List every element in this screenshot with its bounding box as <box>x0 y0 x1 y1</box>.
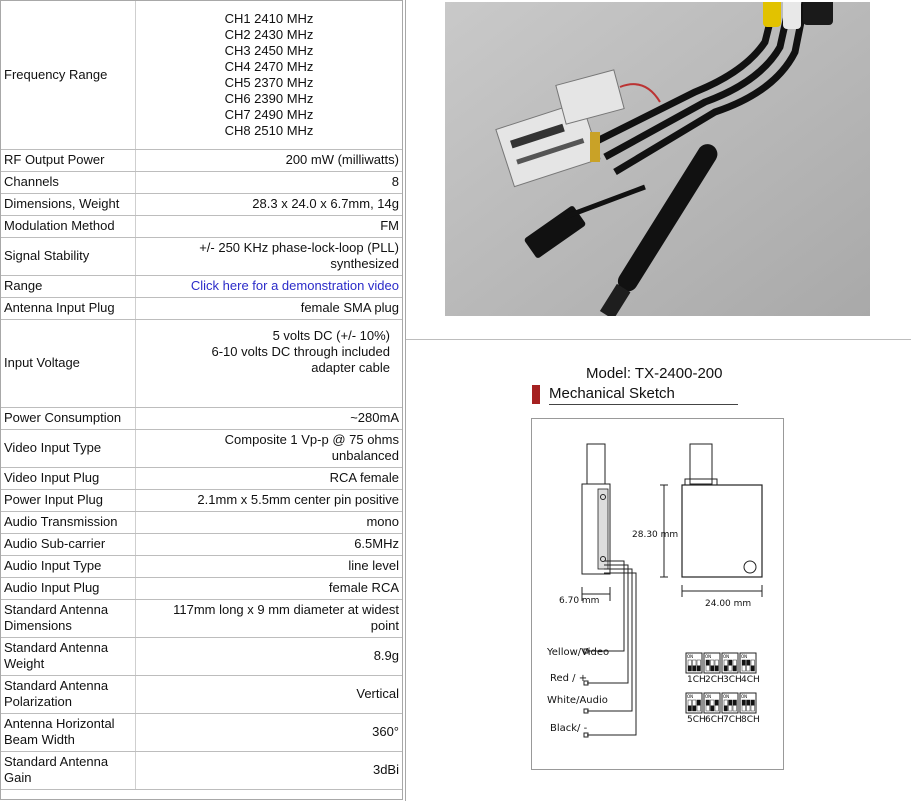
spec-table <box>0 0 403 800</box>
spec-value: 8.9g <box>136 637 403 675</box>
table-row <box>1 555 402 577</box>
width-dimension: 24.00 mm <box>705 599 752 609</box>
product-photo-illustration <box>445 2 870 316</box>
dip-lever <box>724 666 728 672</box>
spec-label: Signal Stability <box>1 237 136 275</box>
table-row <box>1 751 402 789</box>
spec-value: +/- 250 KHz phase-lock-loop (PLL) synthesized <box>136 237 403 275</box>
channel-label: 5CH <box>687 715 706 725</box>
wire-label-power: Red / + <box>550 673 588 684</box>
dip-lever <box>742 700 746 706</box>
table-row <box>1 467 402 489</box>
spec-value: 5 volts DC (+/- 10%) 6-10 volts DC through included adapter cable <box>136 319 403 407</box>
spec-label: Audio Input Type <box>1 555 136 577</box>
table-row <box>1 1 402 149</box>
spec-value: female RCA <box>136 577 403 599</box>
spec-label: Video Input Type <box>1 429 136 467</box>
dip-on-label: ON <box>687 694 694 699</box>
dip-lever <box>751 700 755 706</box>
dip-lever <box>688 666 692 672</box>
spec-label: Input Voltage <box>1 319 136 407</box>
right-panel <box>405 0 913 801</box>
wire-label-video: Yellow/Video <box>547 647 610 658</box>
dip-on-label: ON <box>705 694 712 699</box>
table-row <box>1 577 402 599</box>
spec-label: Audio Transmission <box>1 511 136 533</box>
dip-lever <box>697 666 701 672</box>
spec-value: 200 mW (milliwatts) <box>136 149 403 171</box>
dip-lever <box>693 666 697 672</box>
dip-lever <box>711 706 715 712</box>
table-row <box>1 215 402 237</box>
dip-on-label: ON <box>741 694 748 699</box>
table-row <box>1 429 402 467</box>
table-row <box>1 533 402 555</box>
sketch-title: Mechanical Sketch <box>549 385 675 402</box>
dip-on-label: ON <box>723 654 730 659</box>
depth-dimension: 6.70 mm <box>559 596 600 606</box>
table-row <box>1 489 402 511</box>
channel-label: 7CH <box>723 715 742 725</box>
spec-value: 6.5MHz <box>136 533 403 555</box>
dip-lever <box>733 666 737 672</box>
title-underline <box>549 404 738 405</box>
spec-label: Modulation Method <box>1 215 136 237</box>
table-row <box>1 193 402 215</box>
dip-lever <box>715 666 719 672</box>
dip-lever <box>697 700 701 706</box>
accent-bar <box>532 385 540 404</box>
spec-value: 360° <box>136 713 403 751</box>
dip-lever <box>742 660 746 666</box>
spec-label: Power Input Plug <box>1 489 136 511</box>
spec-value: RCA female <box>136 467 403 489</box>
dip-lever <box>729 660 733 666</box>
spec-value: mono <box>136 511 403 533</box>
table-row <box>1 275 402 297</box>
table-row <box>1 675 402 713</box>
table-row <box>1 297 402 319</box>
spec-label: Audio Input Plug <box>1 577 136 599</box>
table-row <box>1 407 402 429</box>
table-row <box>1 511 402 533</box>
spec-label: Video Input Plug <box>1 467 136 489</box>
channel-label: 1CH <box>687 675 706 685</box>
model-title: Model: TX-2400-200 <box>586 365 723 382</box>
dip-lever <box>715 700 719 706</box>
dip-lever <box>706 700 710 706</box>
table-row <box>1 599 402 637</box>
spec-label: RF Output Power <box>1 149 136 171</box>
spec-label: Frequency Range <box>1 1 136 149</box>
table-row <box>1 319 402 407</box>
spec-value: 117mm long x 9 mm diameter at widest point <box>136 599 403 637</box>
front-view-body <box>682 485 762 577</box>
dip-on-label: ON <box>687 654 694 659</box>
spec-value: ~280mA <box>136 407 403 429</box>
dip-lever <box>724 706 728 712</box>
spec-label: Standard Antenna Polarization <box>1 675 136 713</box>
channel-label: 4CH <box>741 675 760 685</box>
section-divider <box>406 339 911 340</box>
table-row <box>1 237 402 275</box>
spec-label: Power Consumption <box>1 407 136 429</box>
dip-lever <box>706 660 710 666</box>
table-row <box>1 149 402 171</box>
spec-value: Composite 1 Vp-p @ 75 ohms unbalanced <box>136 429 403 467</box>
height-dimension: 28.30 mm <box>632 530 679 540</box>
spec-value: female SMA plug <box>136 297 403 319</box>
dip-lever <box>747 660 751 666</box>
dip-lever <box>751 666 755 672</box>
dip-lever <box>729 700 733 706</box>
sketch-drawing <box>532 419 783 769</box>
dip-lever <box>747 700 751 706</box>
spec-label: Standard Antenna Gain <box>1 751 136 789</box>
dip-on-label: ON <box>705 654 712 659</box>
product-photo <box>445 2 870 316</box>
channel-label: 2CH <box>705 675 724 685</box>
spec-label: Channels <box>1 171 136 193</box>
spec-value: 28.3 x 24.0 x 6.7mm, 14g <box>136 193 403 215</box>
dip-on-label: ON <box>723 694 730 699</box>
spec-label: Audio Sub-carrier <box>1 533 136 555</box>
spec-label: Range <box>1 275 136 297</box>
dip-lever <box>733 700 737 706</box>
table-row <box>1 713 402 751</box>
spec-value: Vertical <box>136 675 403 713</box>
dip-lever <box>693 706 697 712</box>
dip-lever <box>688 706 692 712</box>
front-antenna-connector <box>690 444 712 484</box>
spec-label: Standard Antenna Dimensions <box>1 599 136 637</box>
spec-value <box>136 275 403 297</box>
spec-value: 8 <box>136 171 403 193</box>
spec-value: FM <box>136 215 403 237</box>
dip-switch-chart <box>686 653 760 725</box>
wire-label-audio: White/Audio <box>547 695 608 706</box>
spec-label: Standard Antenna Weight <box>1 637 136 675</box>
wire-label-ground: Black/ - <box>550 723 588 734</box>
spec-label: Antenna Horizontal Beam Width <box>1 713 136 751</box>
spec-value: line level <box>136 555 403 577</box>
dip-lever <box>711 666 715 672</box>
side-antenna-connector <box>587 444 605 484</box>
channel-label: 3CH <box>723 675 742 685</box>
demo-video-link[interactable]: Click here for a demonstration video <box>190 278 399 293</box>
table-row <box>1 171 402 193</box>
spec-value: 2.1mm x 5.5mm center pin positive <box>136 489 403 511</box>
spec-value: 3dBi <box>136 751 403 789</box>
table-row <box>1 637 402 675</box>
channel-label: 8CH <box>741 715 760 725</box>
spec-value: CH1 2410 MHz CH2 2430 MHz CH3 2450 MHz CH4 2470 MHz CH5 2370 MHz CH6 2390 MHz CH7 2490 MHz CH8 2510 MHz <box>136 1 403 149</box>
spec-label: Dimensions, Weight <box>1 193 136 215</box>
channel-label: 6CH <box>705 715 724 725</box>
mechanical-sketch <box>531 418 784 770</box>
spec-label: Antenna Input Plug <box>1 297 136 319</box>
dip-on-label: ON <box>741 654 748 659</box>
